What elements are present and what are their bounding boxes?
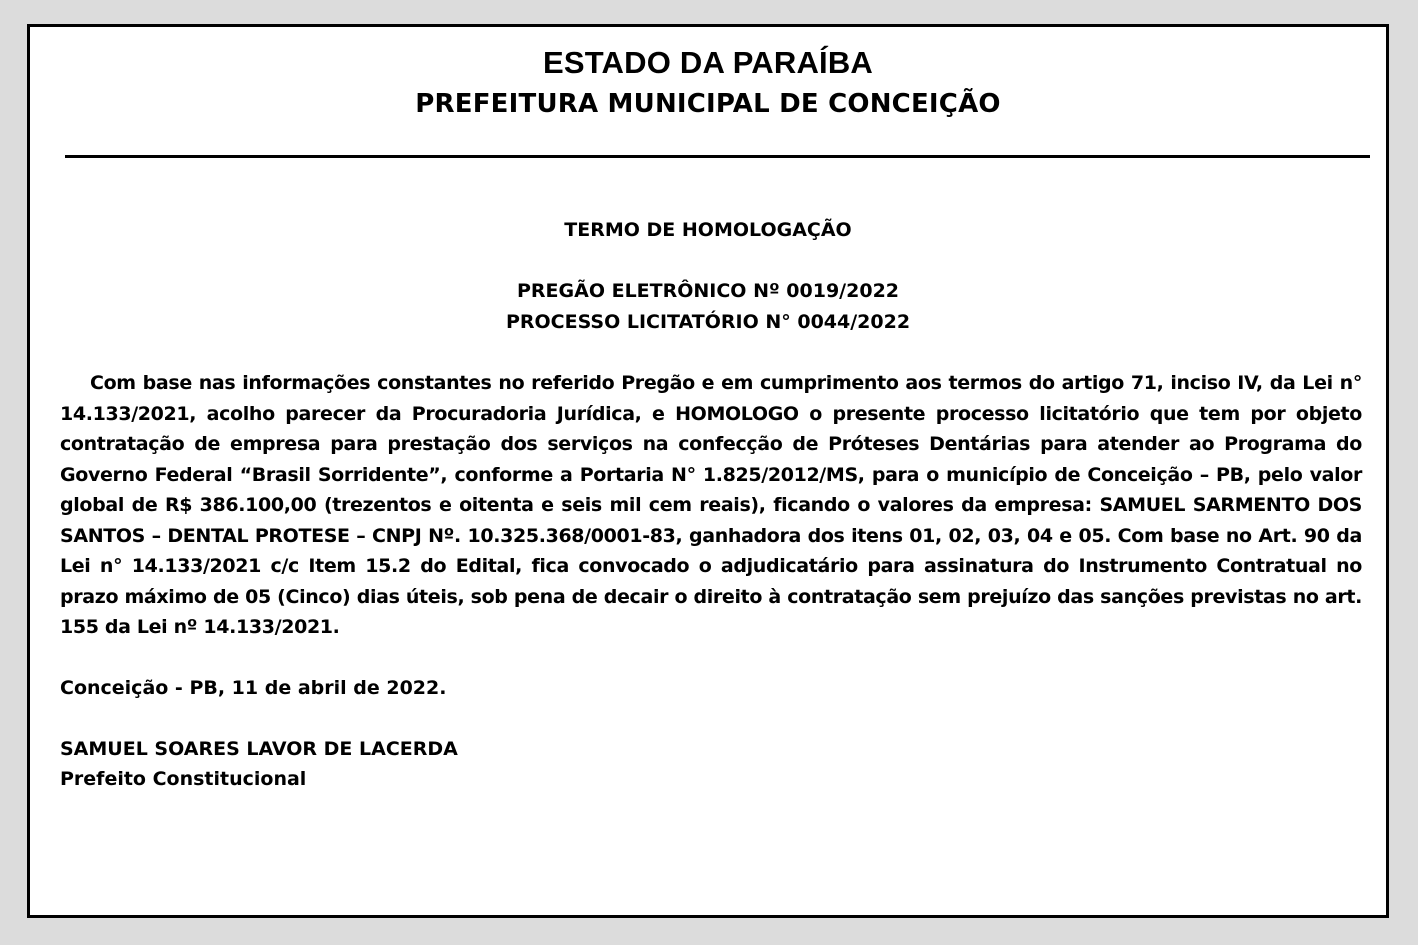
- city-hall-heading: PREFEITURA MUNICIPAL DE CONCEIÇÃO: [415, 89, 1001, 119]
- signer-name: SAMUEL SOARES LAVOR DE LACERDA: [60, 738, 458, 760]
- processo-number: PROCESSO LICITATÓRIO N° 0044/2022: [505, 311, 911, 333]
- document-title: TERMO DE HOMOLOGAÇÃO: [564, 219, 852, 241]
- homologation-paragraph: Com base nas informações constantes no referido Pregão e em cumprimento aos termos do artigo 71, inciso IV, da Lei n° 14.133/2021, acolho parecer da Procuradoria Jurídica, e HOMOLOGO o presente processo licitatório que tem por objeto contratação de empresa para prestação dos serviços na confecção de Próteses Dentárias para atender ao Programa do Governo Federal “Brasil Sorridente”, conforme a Portaria N° 1.825/2012/MS, para o município de Conceição – PB, pelo valor global de R$ 386.100,00 (trezentos e oitenta e seis mil cem reais), ficando o valores da empresa: SAMUEL SARMENTO DOS SANTOS – DENTAL PROTESE – CNPJ Nº. 10.325.368/0001-83, ganhadora dos itens 01, 02, 03, 04 e 05. Com base no Art. 90 da Lei n° 14.133/2021 c/c Item 15.2 do Edital, fica convocado o adjudicatário para assinatura do Instrumento Contratual no prazo máximo de 05 (Cinco) dias úteis, sob pena de decair o direito à contratação sem prejuízo das sanções previstas no art. 155 da Lei nº 14.133/2021.: [60, 372, 1362, 638]
- signer-role: Prefeito Constitucional: [60, 768, 307, 790]
- place-date: Conceição - PB, 11 de abril de 2022.: [60, 677, 447, 699]
- document-page: [27, 24, 1389, 918]
- pregao-number: PREGÃO ELETRÔNICO Nº 0019/2022: [516, 280, 900, 302]
- header-divider: [65, 155, 1370, 158]
- state-heading: ESTADO DA PARAÍBA: [542, 45, 874, 80]
